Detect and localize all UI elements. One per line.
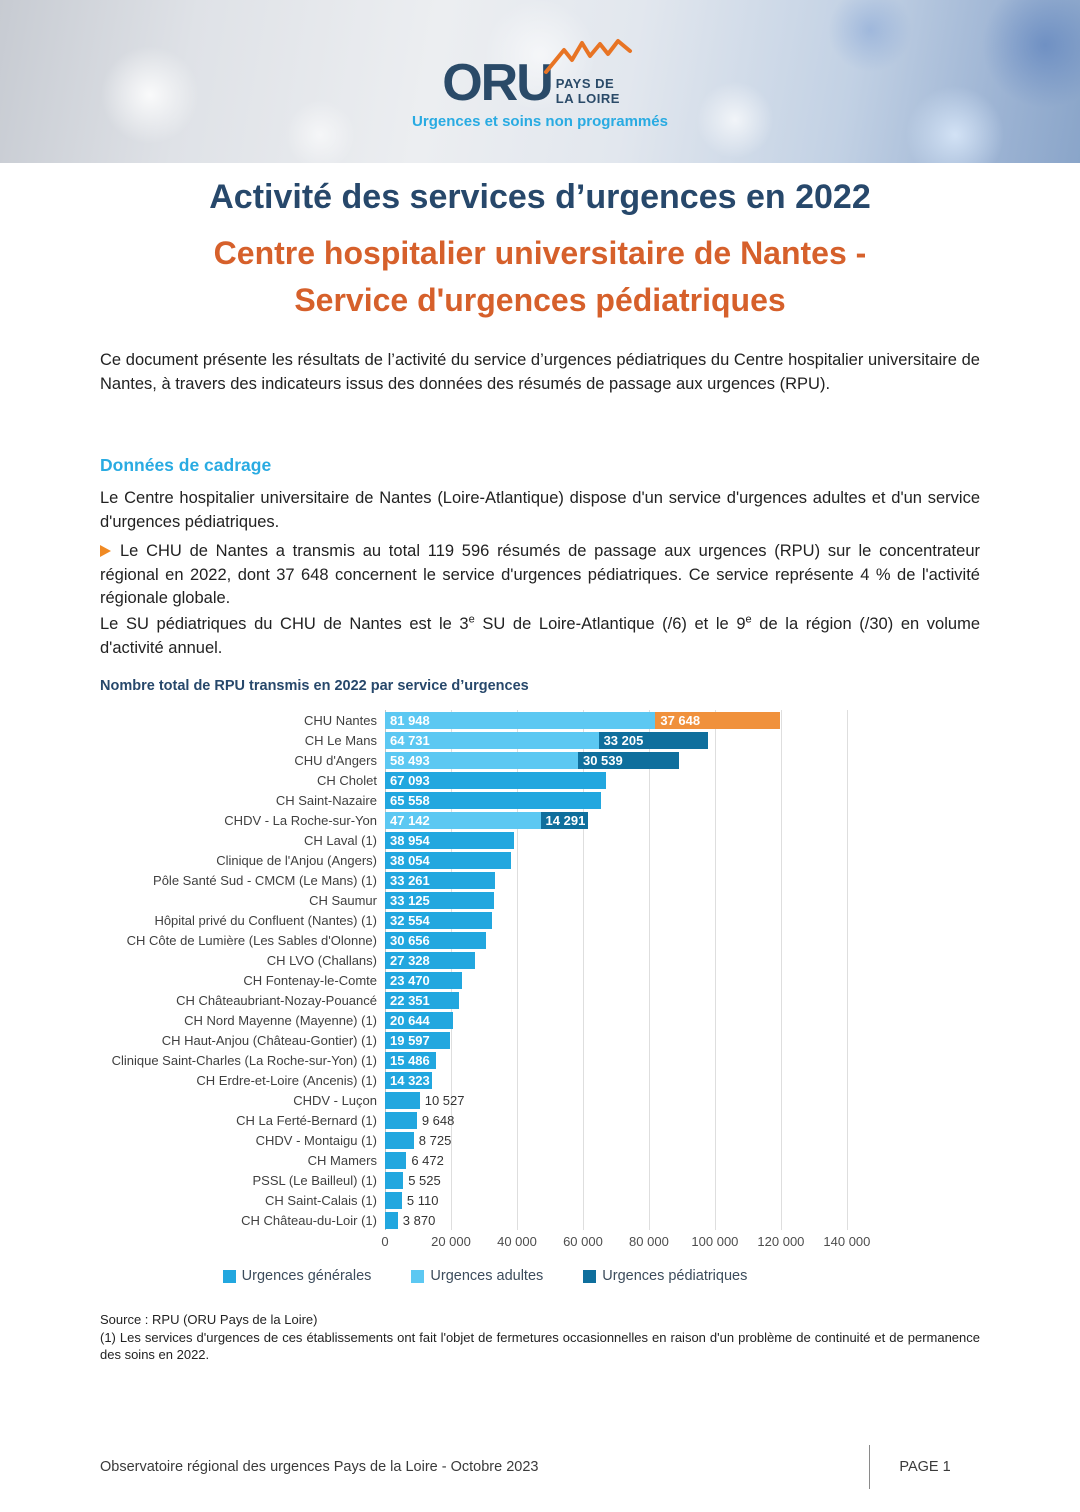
category-label: CH Haut-Anjou (Château-Gontier) (1) — [161, 1032, 377, 1048]
chart-row — [100, 750, 870, 770]
row-plot-area — [385, 1170, 870, 1190]
bar-segment-generales: 38 954 — [385, 832, 514, 849]
row-plot-area — [385, 970, 870, 990]
chart-row — [100, 1090, 870, 1110]
chart-row — [100, 810, 870, 830]
category-label: CH Côte de Lumière (Les Sables d'Olonne) — [126, 932, 377, 948]
row-plot-area — [385, 1050, 870, 1070]
chart-row — [100, 1150, 870, 1170]
category-label: CH Saint-Nazaire — [275, 792, 377, 808]
oru-logo — [0, 38, 1080, 130]
bar-segment-pediatriques: 30 539 — [578, 752, 679, 769]
bar-segment-generales — [385, 1172, 403, 1189]
category-label: CH Mamers — [307, 1152, 377, 1168]
chart-row — [100, 1070, 870, 1090]
chart-row — [100, 990, 870, 1010]
chart-x-axis — [381, 1234, 871, 1254]
bar-segment-generales: 33 261 — [385, 872, 495, 889]
row-plot-area — [385, 1090, 870, 1110]
chart-row — [100, 1210, 870, 1230]
bar-segment-generales: 14 323 — [385, 1072, 432, 1089]
category-label: CH Laval (1) — [304, 832, 377, 848]
chart-row — [100, 1030, 870, 1050]
x-tick-label: 80 000 — [629, 1234, 669, 1249]
page-subtitle — [0, 230, 1080, 324]
bullet-triangle-icon — [100, 545, 111, 557]
x-tick-label: 60 000 — [563, 1234, 603, 1249]
category-label: Pôle Santé Sud - CMCM (Le Mans) (1) — [153, 872, 377, 888]
bar-value-label: 3 870 — [402, 1212, 436, 1228]
row-plot-area — [385, 1190, 870, 1210]
cadrage-paragraph-2 — [100, 540, 980, 611]
bar-segment-generales: 27 328 — [385, 952, 475, 969]
bar-segment-highlight: 37 648 — [655, 712, 779, 729]
chart-row — [100, 1190, 870, 1210]
row-plot-area — [385, 990, 870, 1010]
row-plot-area — [385, 930, 870, 950]
bar-value-label: 6 472 — [411, 1152, 444, 1168]
superscript: e — [745, 613, 752, 626]
category-label: CH Saint-Calais (1) — [265, 1192, 377, 1208]
source-line: Source : RPU (ORU Pays de la Loire) — [100, 1312, 318, 1327]
bar-segment-generales — [385, 1212, 398, 1229]
row-plot-area — [385, 830, 870, 850]
category-label: CH Fontenay-le-Comte — [243, 972, 377, 988]
bar-segment-generales: 32 554 — [385, 912, 492, 929]
chart-row — [100, 1050, 870, 1070]
chart-legend — [100, 1268, 870, 1284]
row-plot-area — [385, 1210, 870, 1230]
category-label: CH Châteaubriant-Nozay-Pouancé — [176, 992, 377, 1008]
bar-segment-generales: 22 351 — [385, 992, 459, 1009]
chart-row — [100, 890, 870, 910]
bar-segment-adultes: 64 731 — [385, 732, 599, 749]
bar-segment-adultes: 47 142 — [385, 812, 541, 829]
category-label: CH Château-du-Loir (1) — [241, 1212, 377, 1228]
row-plot-area — [385, 850, 870, 870]
row-plot-area — [385, 1030, 870, 1050]
x-tick-label: 40 000 — [497, 1234, 537, 1249]
bar-segment-generales: 15 486 — [385, 1052, 436, 1069]
chart-title: Nombre total de RPU transmis en 2022 par service d’urgences — [100, 678, 529, 694]
chart-row — [100, 1170, 870, 1190]
category-label: CH Nord Mayenne (Mayenne) (1) — [184, 1012, 377, 1028]
footer-text: Observatoire régional des urgences Pays de la Loire - Octobre 2023 — [100, 1459, 539, 1475]
legend-swatch-generales — [223, 1270, 236, 1283]
section-heading-cadrage: Données de cadrage — [100, 455, 272, 475]
row-plot-area — [385, 1150, 870, 1170]
category-label: Clinique de l'Anjou (Angers) — [216, 852, 377, 868]
bar-segment-generales: 38 054 — [385, 852, 511, 869]
x-tick-label: 20 000 — [431, 1234, 471, 1249]
legend-label: Urgences adultes — [430, 1268, 544, 1284]
legend-swatch-adultes — [411, 1270, 424, 1283]
chart-row — [100, 1130, 870, 1150]
legend-label: Urgences pédiatriques — [602, 1268, 748, 1284]
logo-tagline: Urgences et soins non programmés — [412, 113, 668, 130]
bar-segment-generales: 20 644 — [385, 1012, 453, 1029]
row-plot-area — [385, 790, 870, 810]
row-plot-area — [385, 1070, 870, 1090]
chart-row — [100, 830, 870, 850]
bar-segment-generales: 33 125 — [385, 892, 494, 909]
row-plot-area — [385, 750, 870, 770]
bar-segment-generales — [385, 1112, 417, 1129]
page-title: Activité des services d’urgences en 2022 — [209, 178, 871, 216]
x-tick-label: 100 000 — [691, 1234, 739, 1249]
bar-value-label: 10 527 — [424, 1092, 465, 1108]
row-plot-area — [385, 910, 870, 930]
chart-row — [100, 770, 870, 790]
chart-row — [100, 1010, 870, 1030]
page-footer — [100, 1444, 980, 1490]
chart-row — [100, 730, 870, 750]
x-tick-label: 120 000 — [757, 1234, 805, 1249]
cadrage-paragraph-2-text: Le CHU de Nantes a transmis au total 119 596 résumés de passage aux urgences (RPU) sur le concentrateur régional en 2022, dont 37 648 concernent le service d'urgences pédiatriques. Ce service représente 4 % de l'activité régionale globale. — [100, 542, 980, 607]
bar-segment-pediatriques: 33 205 — [599, 732, 709, 749]
bar-segment-generales — [385, 1092, 420, 1109]
category-label: PSSL (Le Bailleul) (1) — [252, 1172, 377, 1188]
logo-subtitle: PAYS DE LA LOIRE — [555, 76, 620, 106]
page-number: PAGE 1 — [899, 1459, 951, 1475]
cadrage-paragraph-3: Le SU pédiatriques du CHU de Nantes est le 3e SU de Loire-Atlantique (/6) et le 9e de la région (/30) en volume d'activité annuel. — [100, 613, 980, 657]
page-subtitle-line2: Service d'urgences pédiatriques — [294, 282, 786, 318]
chart-row — [100, 910, 870, 930]
chart-row — [100, 790, 870, 810]
category-label: Clinique Saint-Charles (La Roche-sur-Yon) (1) — [111, 1052, 377, 1068]
superscript: e — [468, 613, 475, 626]
row-plot-area — [385, 1110, 870, 1130]
bar-value-label: 9 648 — [421, 1112, 455, 1128]
bar-segment-generales — [385, 1152, 406, 1169]
row-plot-area — [385, 770, 870, 790]
intro-paragraph: Ce document présente les résultats de l’activité du service d’urgences pédiatriques du Centre hospitalier universitaire de Nantes, à travers des indicateurs issus des données des résumés de passage aux urgences (RPU). — [100, 351, 980, 393]
chart-row — [100, 1110, 870, 1130]
category-label: CHDV - Luçon — [293, 1092, 377, 1108]
banner-photo — [0, 0, 1080, 163]
x-tick-label: 140 000 — [823, 1234, 871, 1249]
chart-row — [100, 710, 870, 730]
category-label: Hôpital privé du Confluent (Nantes) (1) — [154, 912, 377, 928]
category-label: CH La Ferté-Bernard (1) — [236, 1112, 377, 1128]
bar-segment-generales: 65 558 — [385, 792, 601, 809]
category-label: CH Erdre-et-Loire (Ancenis) (1) — [196, 1072, 377, 1088]
row-plot-area — [385, 1010, 870, 1030]
bar-segment-generales: 30 656 — [385, 932, 486, 949]
legend-item-pediatriques — [583, 1268, 747, 1284]
row-plot-area — [385, 890, 870, 910]
chart-row — [100, 930, 870, 950]
zigzag-trend-icon — [542, 38, 638, 76]
bar-value-label: 5 110 — [406, 1192, 439, 1208]
chart-row — [100, 850, 870, 870]
category-label: CH LVO (Challans) — [266, 952, 377, 968]
page-subtitle-line1: Centre hospitalier universitaire de Nantes - — [213, 235, 867, 271]
legend-item-adultes — [411, 1268, 543, 1284]
bar-value-label: 8 725 — [418, 1132, 452, 1148]
bar-value-label: 5 525 — [408, 1172, 441, 1188]
bar-segment-pediatriques: 14 291 — [541, 812, 588, 829]
row-plot-area — [385, 1130, 870, 1150]
bar-segment-adultes: 58 493 — [385, 752, 578, 769]
footnote: (1) Les services d'urgences de ces établissements ont fait l'objet de fermetures occasionnelles en raison d'un problème de continuité et de permanence des soins en 2022. — [100, 1330, 980, 1362]
row-plot-area — [385, 730, 870, 750]
row-plot-area — [385, 810, 870, 830]
chart-row — [100, 950, 870, 970]
chart-row — [100, 970, 870, 990]
row-plot-area — [385, 950, 870, 970]
category-label: CHDV - Montaigu (1) — [255, 1132, 377, 1148]
x-tick-label: 0 — [381, 1234, 389, 1249]
category-label: CH Cholet — [317, 772, 377, 788]
logo-text: ORU — [442, 54, 552, 112]
row-plot-area — [385, 710, 870, 730]
category-label: CHU d'Angers — [294, 752, 377, 768]
bar-segment-generales: 19 597 — [385, 1032, 450, 1049]
category-label: CH Saumur — [309, 892, 377, 908]
legend-swatch-pediatriques — [583, 1270, 596, 1283]
category-label: CHU Nantes — [304, 712, 377, 728]
bar-segment-generales — [385, 1192, 402, 1209]
category-label: CH Le Mans — [304, 732, 377, 748]
category-label: CHDV - La Roche-sur-Yon — [224, 812, 377, 828]
bar-segment-adultes: 81 948 — [385, 712, 655, 729]
bar-segment-generales: 23 470 — [385, 972, 462, 989]
chart-row — [100, 870, 870, 890]
chart-rows — [100, 710, 870, 1230]
bar-segment-generales: 67 093 — [385, 772, 606, 789]
bar-segment-generales — [385, 1132, 414, 1149]
bar-chart — [100, 710, 871, 1284]
legend-item-generales — [223, 1268, 372, 1284]
cadrage-paragraph-1: Le Centre hospitalier universitaire de Nantes (Loire-Atlantique) dispose d'un service d'urgences adultes et d'un service d'urgences pédiatriques. — [100, 489, 980, 531]
row-plot-area — [385, 870, 870, 890]
legend-label: Urgences générales — [241, 1268, 372, 1284]
